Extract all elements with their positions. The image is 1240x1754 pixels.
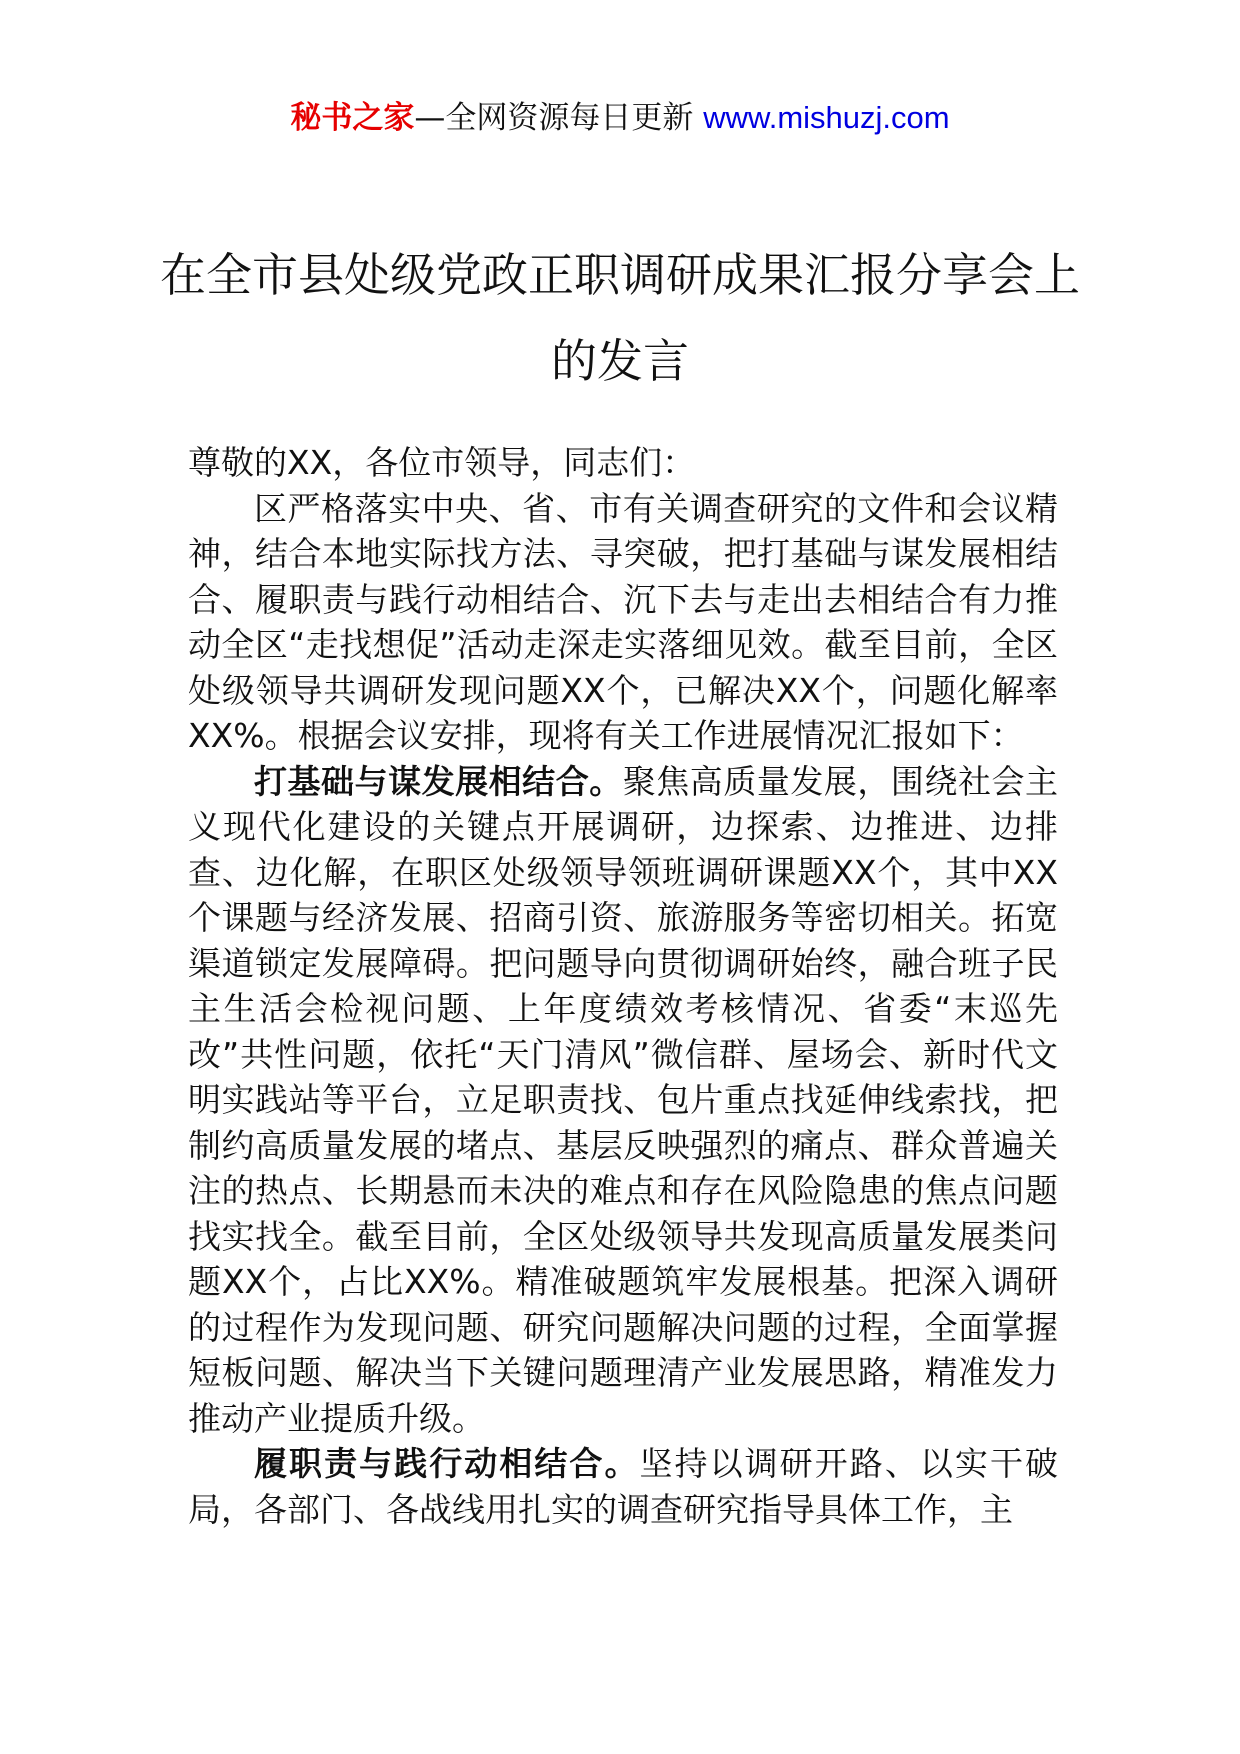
site-banner <box>0 98 1240 138</box>
document-title: 在全市县处级党政正职调研成果汇报分享会上的发言 <box>160 248 1080 388</box>
brand-name: 秘书之家 <box>290 100 415 136</box>
intro-paragraph: 区严格落实中央、省、市有关调查研究的文件和会议精神，结合本地实际找方法、寻突破，把打基础与谋发展相结合、履职责与践行动相结合、沉下去与走出去相结合有力推动全区“走找想促”活动走深走实落细见效。截至目前，全区处级领导共调研发现问题XX个，已解决XX个，问题化解率XX%。根据会议安排，现将有关工作进展情况汇报如下： <box>188 488 1058 755</box>
document-body <box>188 440 1058 1532</box>
section-text: 聚焦高质量发展，围绕社会主义现代化建设的关键点开展调研，边探索、边推进、边排查、边化解，在职区处级领导领班调研课题XX个，其中XX个课题与经济发展、招商引资、旅游服务等密切相关。拓宽渠道锁定发展障碍。把问题导向贯彻调研始终，融合班子民主生活会检视问题、上年度绩效考核情况、省委“末巡先改”共性问题，依托“天门清风”微信群、屋场会、新时代文明实践站等平台，立足职责找、包片重点找延伸线索找，把制约高质量发展的堵点、基层反映强烈的痛点、群众普遍关注的热点、长期悬而未决的难点和存在风险隐患的焦点问题找实找全。截至目前，全区处级领导共发现高质量发展类问题XX个，占比XX%。精准破题筑牢发展根基。把深入调研的过程作为发现问题、研究问题解决问题的过程，全面掌握短板问题、解决当下关键问题理清产业发展思路，精准发力推动产业提质升级。 <box>188 761 1059 1438</box>
salutation: 尊敬的XX，各位市领导，同志们： <box>188 443 696 482</box>
banner-tagline: —全网资源每日更新 <box>414 100 694 136</box>
section-paragraph <box>188 1441 1058 1532</box>
section-text: 坚持以调研开路、以实干破局，各部门、各战线用扎实的调查研究指导具体工作，主 <box>188 1444 1059 1529</box>
section-paragraph <box>188 759 1058 1442</box>
section-heading: 打基础与谋发展相结合。 <box>254 761 623 801</box>
section-heading: 履职责与践行动相结合。 <box>254 1444 640 1483</box>
site-url: www.mishuzj.com <box>703 100 950 135</box>
